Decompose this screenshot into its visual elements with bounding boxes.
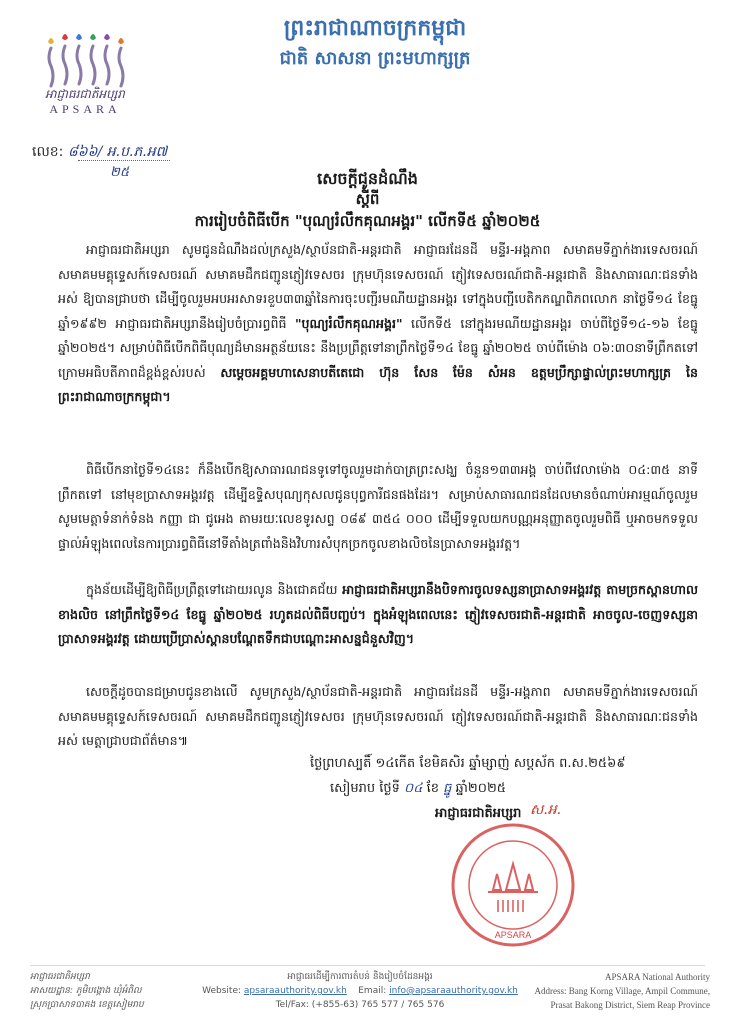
handwritten-signature: ស.អ. (530, 802, 562, 818)
solar-date-year: ឆ្នាំ២០២៥ (455, 781, 507, 796)
footer-left (30, 970, 190, 1012)
lunar-date: ថ្ងៃព្រហស្បតិ៍ ១៤កើត ខែមិគសិរ ឆ្នាំម្សាញ់ សប្តស័ក ព.ស.២៥៦៩ (310, 756, 626, 771)
footer-left-org: អាជ្ញាធរជាតិអប្សរា (30, 972, 90, 982)
solar-date-month: ធ្នូ (443, 781, 452, 796)
footer-phone: Tel/Fax: (+855-63) 765 577 / 765 576 (275, 1000, 445, 1010)
signer-authority: អាជ្ញាធរជាតិអប្សរា (435, 806, 522, 821)
footer-web-email (200, 984, 520, 998)
seal-icon (448, 820, 578, 950)
body-paragraph-2: ពិធីបើកនាថ្ងៃទី១៤នេះ ក៏នឹងបើកឱ្យសាធារណជនទូទៅចូលរួមដាក់បាត្រព្រះសង្ឃ ចំនួន១៣៣អង្គ ចាប់ពីវេលាម៉ោង ០៤:៣៥ នាទីព្រឹកតទៅ នៅមុខប្រាសាទអង្គរវត្ត ដើម្បីឧទ្ទិសបុណ្យកុសលជូនបុព្វការីជនផងដែរ។ សម្រាប់សាធារណជនដែលមានចំណាប់អារម្មណ៍ចូលរួម សូមមេត្តាទំនាក់ទំនង កញ្ញា ជា ជូអេង តាមរយៈលេខទូរសព្ទ ០៨៩ ៣៥៤ ០០០ ដើម្បីទទួលយកបណ្ណអនុញ្ញាតចូលរួមពិធី ឬអាចមកទទួលផ្ទាល់អំឡុងពេលនៃការប្រារព្ធពិធីនៅទីតាំងត្រពាំងនិងវិហារសំបុកច្រកចូលខាងលិចនៃប្រាសាទអង្គរវត្ត។ (58, 462, 698, 551)
footer-contact (200, 970, 520, 1012)
solar-date-prefix: សៀមរាប ថ្ងៃទី (330, 781, 400, 796)
footer-mid-org: អាជ្ញាធរដើម្បីការពារតំបន់ និងរៀបចំដែនអង្គរ (287, 972, 433, 982)
logo-caption: អាជ្ញាធរជាតិអប្សរា (45, 87, 125, 101)
footer-right-address-1: Address: Bang Korng Village, Ampil Commune, (534, 986, 710, 996)
email-link[interactable]: info@apsaraauthority.gov.kh (389, 986, 518, 996)
footer-right-address-2: Prasat Bakong District, Siem Reap Province (550, 1000, 710, 1010)
reference-underline (78, 160, 170, 161)
website-label: Website: (202, 986, 242, 996)
paragraph-1-event-name: "បុណ្យរំលឹកគុណអង្គរ" (294, 315, 403, 331)
notice-subject: ការរៀបចំពិធីបើក "បុណ្យរំលឹកគុណអង្គរ" លើកទី៥ ឆ្នាំ២០២៥ (194, 212, 541, 230)
solar-date (330, 780, 506, 799)
solar-date-month-label: ខែ (426, 781, 439, 796)
reference-label: លេខ: (32, 144, 64, 160)
reference-year: ២៥ (110, 165, 130, 180)
footer-right-org: APSARA National Authority (604, 972, 710, 982)
body-paragraph-4: សេចក្តីដូចបានជម្រាបជូនខាងលើ សូមក្រសួង/ស្ថាប័នជាតិ-អន្តរជាតិ អាជ្ញាធរដែនដី មន្ទីរ-អង្គភាព សមាគមទីភ្នាក់ងារទេសចរណ៍ សមាគមមគ្គុទ្ទេសក៍ទេសចរណ៍ សមាគមដឹកជញ្ជូនភ្ញៀវទេសចរ ក្រុមហ៊ុនទេសចរណ៍ ភ្ញៀវទេសចរណ៍ជាតិ-អន្តរជាតិ និងសាធារណៈជនទាំងអស់ មេត្តាជ្រាបជាព័ត៌មាន៕ (58, 684, 698, 748)
footer-divider (30, 965, 705, 966)
reference-number-value: ៨៦៦/ (67, 144, 103, 160)
body-paragraph-1 (58, 238, 698, 410)
paragraph-1-presiding: សម្តេចអគ្គមហាសេនាបតីតេជោ ហ៊ុន សែន (220, 364, 439, 380)
email-label: Email: (358, 986, 387, 996)
paragraph-1-presiding-title: ម៉ែន សំអន ឧត្តមប្រឹក្សាផ្ទាល់ព្រះមហាក្សត្រ នៃព្រះរាជាណាចក្រកម្ពុជា។ (58, 364, 698, 404)
reference-suffix: អ.ប.ភ.អ៧ (106, 144, 168, 160)
solar-date-day: ០៤ (404, 781, 423, 796)
website-link[interactable]: apsaraauthority.gov.kh (243, 986, 347, 996)
notice-subject-label: ស្តីពី (355, 190, 380, 208)
notice-title: សេចក្តីជូនដំណឹង (317, 169, 418, 188)
paragraph-3-text: ក្នុងន័យដើម្បីឱ្យពិធីប្រព្រឹត្តទៅដោយរលូន និងជោគជ័យ (86, 582, 338, 597)
paragraph-1-tail: លើកទី៥ នៅក្នុងរមណីយដ្ឋានអង្គរ ចាប់ពីថ្ងៃទី១៤-១៦ ខែធ្នូ ឆ្នាំ២០២៥។ សម្រាប់ពិធីបើកពិធីបុណ្យដ៏មានអត្ថន័យនេះ នឹងប្រព្រឹត្តទៅនាព្រឹកថ្ងៃទី១៤ ខែធ្នូ ឆ្នាំ២០២៥ ចាប់ពីម៉ោង ០៦:៣០នាទីព្រឹកតទៅ ក្រោមអធិបតីភាពដ៏ខ្ពង់ខ្ពស់របស់ (58, 315, 698, 380)
footer-left-address-2: ស្រុកប្រាសាទបាគង ខេត្តសៀមរាប (30, 1000, 144, 1010)
paragraph-3-closure-notice: អាជ្ញាធរជាតិអប្សរានឹងបិទការចូលទស្សនាប្រាសាទអង្គរវត្ត តាមច្រកស្ពានហាលខាងលិច នៅព្រឹកថ្ងៃទី១៤ ខែធ្នូ ឆ្នាំ២០២៥ រហូតដល់ពិធីបញ្ចប់។ ក្នុងអំឡុងពេលនេះ ភ្ញៀវទេសចរជាតិ-អន្តរជាតិ អាចចូល-ចេញទស្សនាប្រាសាទអង្គរវត្ត ដោយប្រើប្រាស់ស្ពានបណ្តែតទឹកជាបណ្តោះអាសន្នជំនួសវិញ។ (58, 582, 698, 646)
paragraph-1-text: អាជ្ញាធរជាតិអប្សរា សូមជូនដំណឹងដល់ក្រសួង/ស្ថាប័នជាតិ-អន្តរជាតិ អាជ្ញាធរដែនដី មន្ទីរ-អង្គភាព សមាគមទីភ្នាក់ងារទេសចរណ៍ សមាគមមគ្គុទ្ទេសក៍ទេសចរណ៍ សមាគមដឹកជញ្ជូនភ្ញៀវទេសចរ ក្រុមហ៊ុនទេសចរណ៍ ភ្ញៀវទេសចរណ៍ជាតិ-អន្តរជាតិ និងសាធារណៈជនទាំងអស់ ឱ្យបានជ្រាបថា ដើម្បីចូលរួមអបអរសាទរខួប៣៣ឆ្នាំនៃការចុះបញ្ជីរមណីយដ្ឋានអង្គរ ទៅក្នុងបញ្ជីបេតិកភណ្ឌពិភពលោក នាថ្ងៃទី១៤ ខែធ្នូ ឆ្នាំ១៩៩២ អាជ្ញាធរជាតិអប្សរានឹងរៀបចំប្រារព្ធពិធី (58, 242, 698, 331)
footer-right (520, 970, 710, 1012)
national-motto: ជាតិ សាសនា ព្រះមហាក្សត្រ (279, 48, 471, 69)
logo-wordmark: APSARA (49, 102, 121, 116)
seal-wordmark: APSARA (494, 930, 532, 940)
kingdom-header: ព្រះរាជាណាចក្រកម្ពុជា (283, 15, 467, 41)
body-paragraph-3 (58, 578, 698, 652)
footer-left-address-1: អាសយដ្ឋាន: ភូមិបង្គោង ឃុំអំពិល (30, 986, 142, 996)
official-seal (448, 820, 578, 950)
